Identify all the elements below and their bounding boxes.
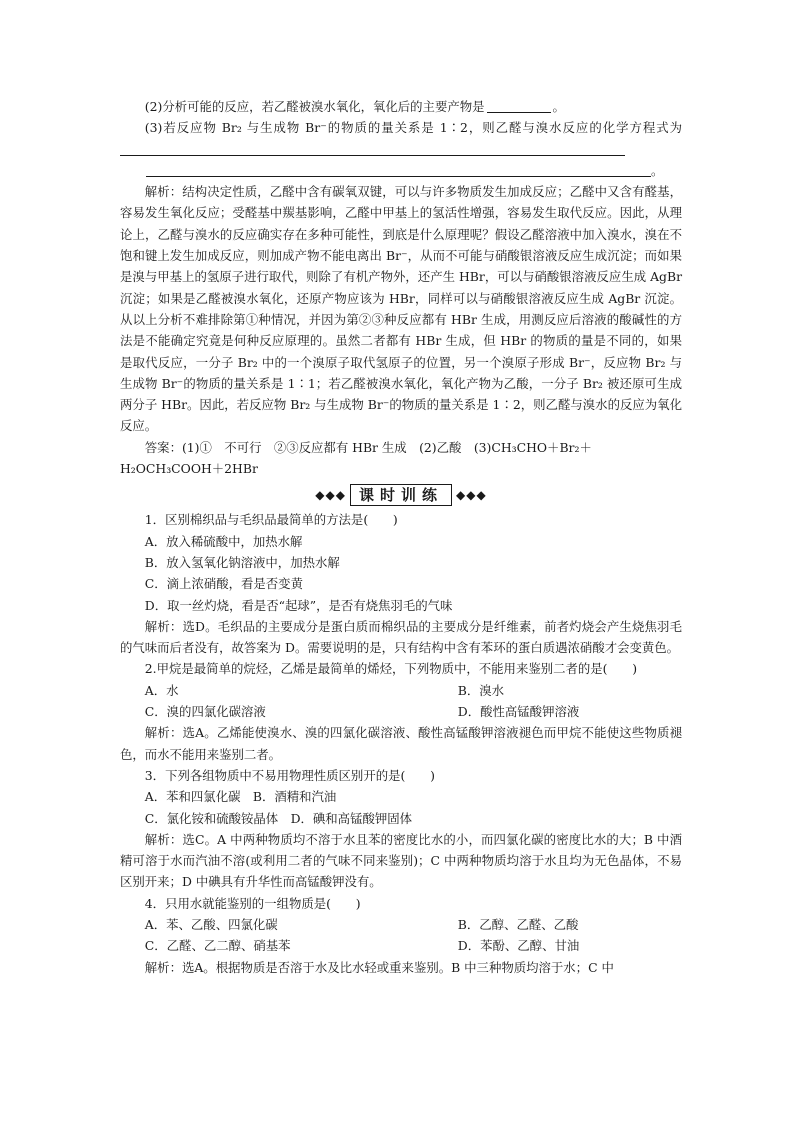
- answer-line: [146, 162, 651, 177]
- options-cd: C．氯化铵和硫酸铵晶体 D．碘和高锰酸钾固体: [144, 810, 413, 826]
- diamond-ornament-icon: ◆◆◆: [315, 487, 346, 502]
- option-a: A．放入稀硫酸中，加热水解: [144, 533, 303, 549]
- options-row: [120, 680, 682, 701]
- option-a: A．苯、乙酸、四氯化碳: [144, 916, 278, 932]
- question-3-text: (3)若反应物 Br₂ 与生成物 Br⁻的物质的量关系是 1∶2，则乙醛与溴水反应的化学方程式为: [144, 120, 682, 136]
- document-page: [120, 96, 682, 978]
- option-d: D．苯酚、乙醇、甘油: [457, 938, 580, 954]
- answer-line-1: 答案：(1)① 不可行 ②③反应都有 HBr 生成 (2)乙酸 (3)CH₃CHO＋Br₂＋: [144, 439, 592, 455]
- option-c: C．溴的四氯化碳溶液: [144, 704, 266, 720]
- question-2-analysis: 解析：选A。乙烯能使溴水、溴的四氯化碳溶液、酸性高锰酸钾溶液褪色而甲烷不能使这些物质褪色，而水不能用来鉴别二者。: [120, 725, 682, 762]
- question-3-stem: 3．下列各组物质中不易用物理性质区别开的是( ): [144, 767, 435, 783]
- question-4-analysis: 解析：选A。根据物质是否溶于水及比水轻或重来鉴别。B 中三种物质均溶于水；C 中: [144, 959, 614, 975]
- question-3-analysis: 解析：选C。A 中两种物质均不溶于水且苯的密度比水的小，而四氯化碳的密度比水的大；B 中酒精可溶于水而汽油不溶(或利用二者的气味不同来鉴别)；C 中两种物质均溶于水且均为无色晶体，不易区别开来；D 中碘具有升华性而高锰酸钾没有。: [120, 831, 682, 890]
- section-title: 课时训练: [350, 484, 452, 506]
- option-d: D．取一丝灼烧，看是否“起球”，是否有烧焦羽毛的气味: [144, 597, 453, 613]
- answer-blank: [487, 98, 551, 113]
- option-b: B．溴水: [457, 682, 505, 698]
- answer-line-2: H₂OCH₃COOH＋2HBr: [120, 461, 258, 477]
- diamond-ornament-icon: ◆◆◆: [456, 487, 487, 502]
- option-d: D．酸性高锰酸钾溶液: [457, 704, 580, 720]
- option-b: B．放入氢氧化钠溶液中，加热水解: [144, 554, 340, 570]
- option-c: C．滴上浓硝酸，看是否变黄: [144, 576, 303, 592]
- question-3-partial: (3)若反应物 Br₂ 与生成物 Br⁻的物质的量关系是 1∶2，则乙醛与溴水反应的化学方程式为 。: [120, 117, 682, 181]
- options-row: [120, 935, 682, 956]
- question-4-stem: 4．只用水就能鉴别的一组物质是( ): [144, 895, 361, 911]
- option-b: B．乙醇、乙醛、乙酸: [457, 916, 579, 932]
- options-row: [120, 914, 682, 935]
- answer-line: [120, 141, 625, 156]
- option-a: A．水: [144, 682, 179, 698]
- option-c: C．乙醛、乙二醇、硝基苯: [144, 938, 291, 954]
- analysis-paragraph: 解析：结构决定性质，乙醛中含有碳氧双键，可以与许多物质发生加成反应；乙醛中又含有醛基，容易发生氧化反应；受醛基中羰基影响，乙醛中甲基上的氢活性增强，容易发生取代反应。因此，从理论上，乙醛与溴水的反应确实存在多种可能性，到底是什么原理呢？假设乙醛溶液中加入溴水，溴在不饱和键上发生加成反应，则加成产物不能电离出 Br⁻，从而不可能与硝酸银溶液反应生成沉淀；而如果是溴与甲基上的氢原子进行取代，则除了有机产物外，还产生 HBr，可以与硝酸银溶液反应生成 AgBr 沉淀；如果是乙醛被溴水氧化，还原产物应该为 HBr，同样可以与硝酸银溶液反应生成 AgBr 沉淀。从以上分析不难排除第①种情况，并因为第②③种反应都有 HBr 生成，用测反应后溶液的酸碱性的方法是不能确定究竟是何种反应原理的。虽然二者都有 HBr 生成，但 HBr 的物质的量是不同的，如果是取代反应，一分子 Br₂ 中的一个溴原子取代氢原子的位置，另一个溴原子形成 Br⁻，反应物 Br₂ 与生成物 Br⁻的物质的量关系是 1∶1；若乙醛被溴水氧化，氧化产物为乙酸，一分子 Br₂ 被还原可生成两分子 HBr。因此，若反应物 Br₂ 与生成物 Br⁻的物质的量关系是 1∶2，则乙醛与溴水的反应为氧化反应。: [120, 184, 682, 434]
- question-1-stem: 1．区别棉织品与毛织品最简单的方法是( ): [144, 512, 398, 528]
- question-2-stem: 2.甲烷是最简单的烷烃，乙烯是最简单的烯烃，下列物质中，不能用来鉴别二者的是( ): [144, 661, 638, 677]
- question-2-text: (2)分析可能的反应，若乙醛被溴水氧化，氧化后的主要产物是: [144, 99, 485, 114]
- section-banner: [120, 483, 682, 507]
- question-2-partial: (2)分析可能的反应，若乙醛被溴水氧化，氧化后的主要产物是 。: [144, 99, 565, 114]
- options-ab: A．苯和四氯化碳 B．酒精和汽油: [144, 789, 337, 805]
- options-row: [120, 701, 682, 722]
- question-1-analysis: 解析：选D。毛织品的主要成分是蛋白质而棉织品的主要成分是纤维素，前者灼烧会产生烧焦羽毛的气味而后者没有，故答案为 D。需要说明的是，只有结构中含有苯环的蛋白质遇浓硝酸才会变黄色。: [120, 618, 682, 656]
